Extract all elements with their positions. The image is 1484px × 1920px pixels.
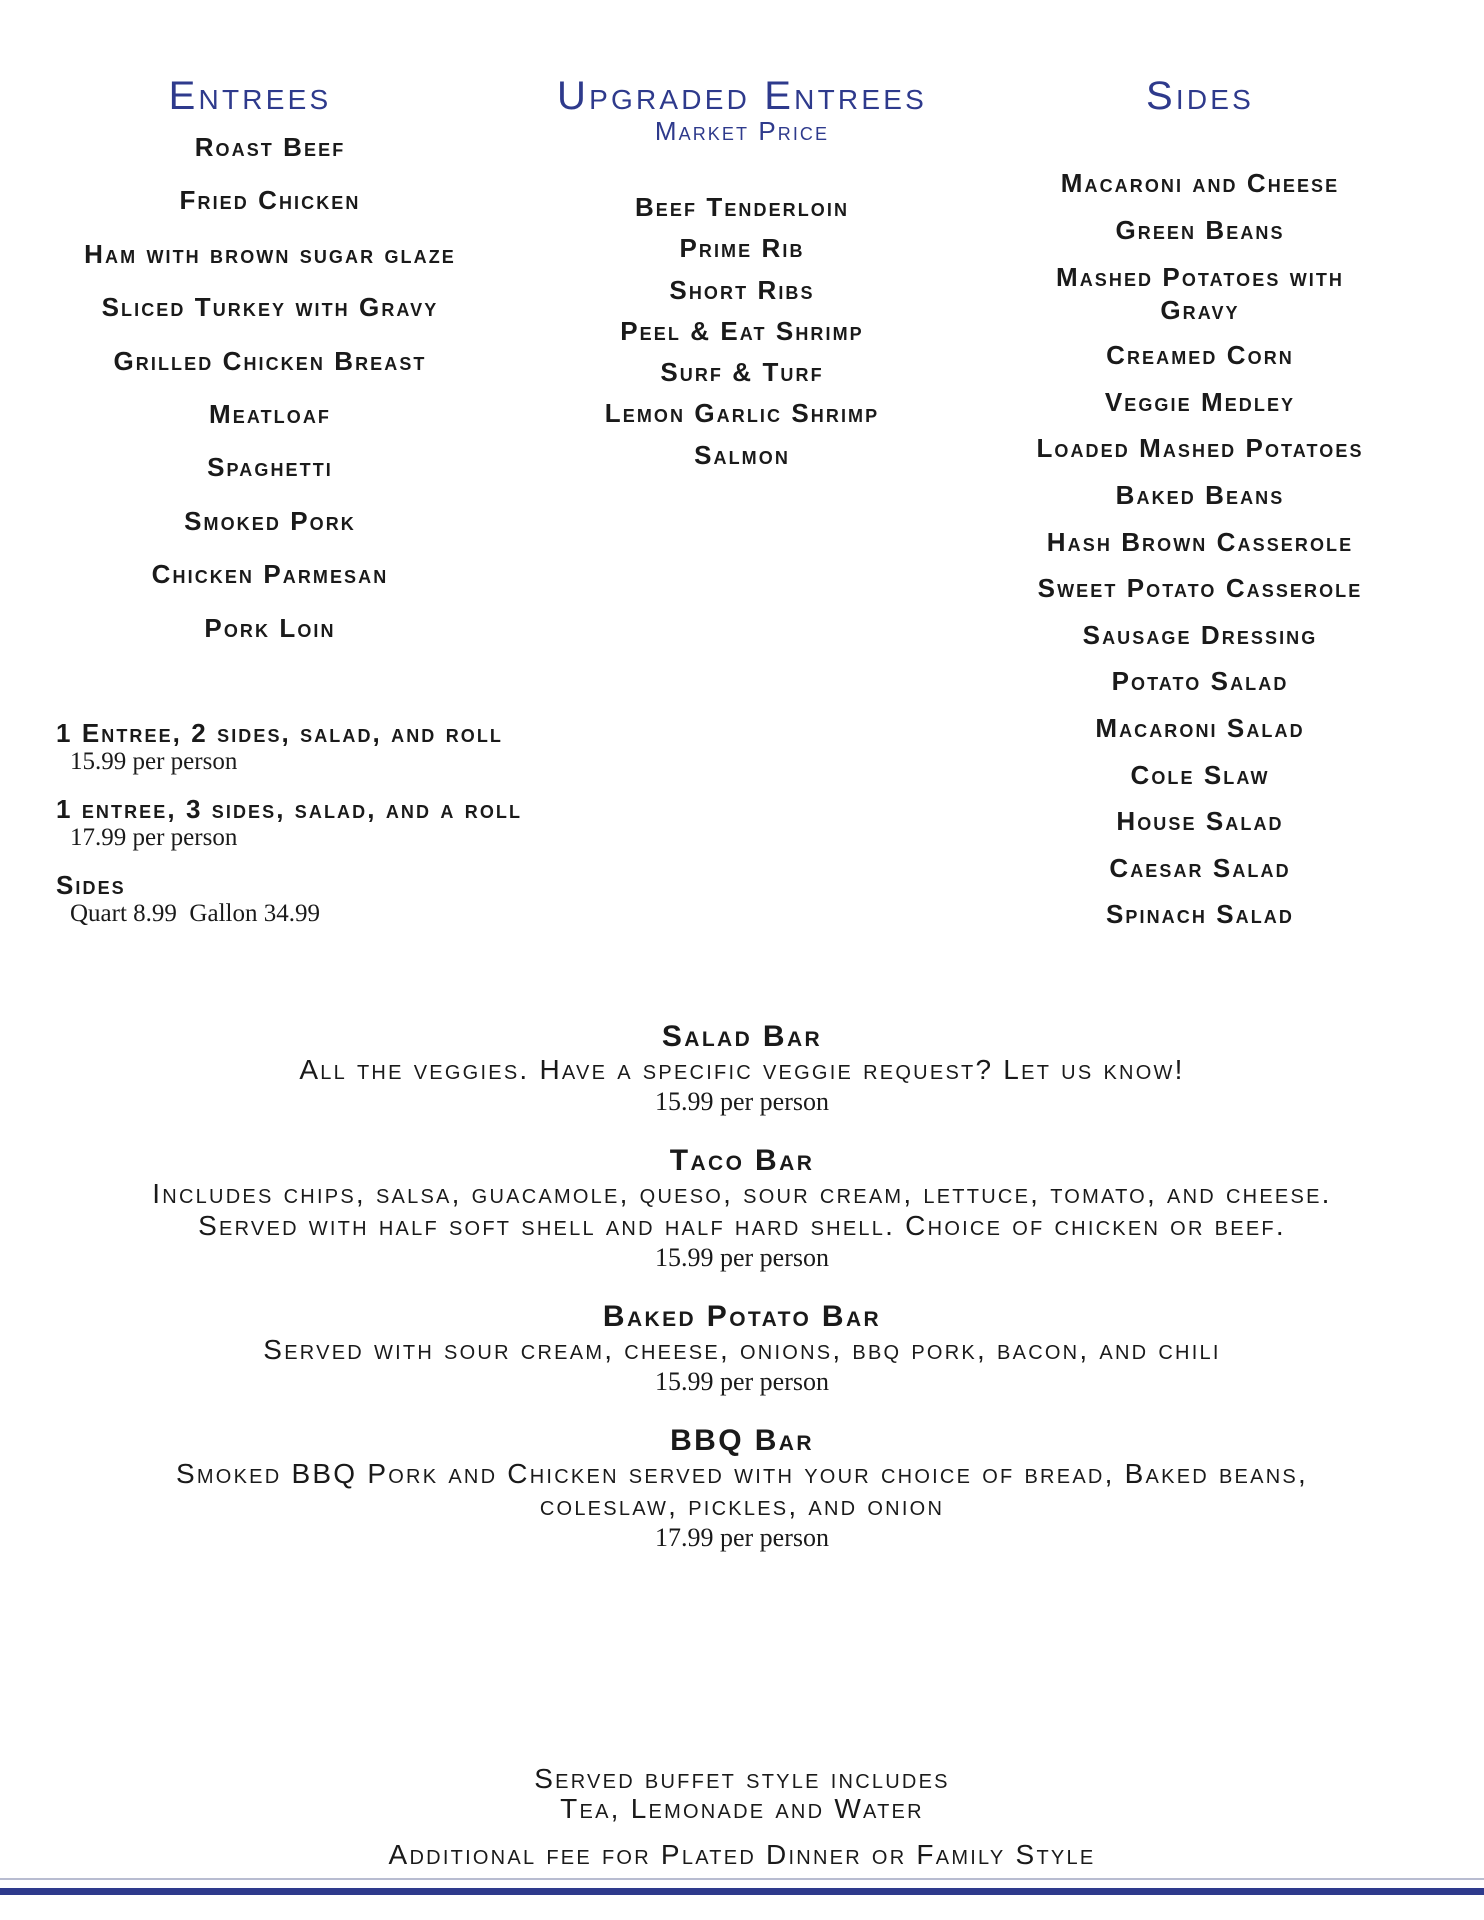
- upgraded-entrees-heading: Upgraded Entrees: [557, 74, 927, 118]
- entrees-list: [40, 132, 500, 666]
- bbq-bar: [0, 1424, 1484, 1554]
- bar-description: All the veggies. Have a specific veggie request? Let us know!: [299, 1054, 1185, 1085]
- side-item: Caesar Salad: [1109, 852, 1291, 883]
- bar-price: 15.99 per person: [654, 1367, 829, 1396]
- entree-item: Fried Chicken: [179, 185, 361, 216]
- package-option: [56, 794, 576, 852]
- bar-description: Served with half soft shell and half hard shell. Choice of chicken or beef.: [198, 1210, 1286, 1241]
- package-option: [56, 718, 576, 776]
- entree-item: Meatloaf: [209, 398, 331, 429]
- side-item: Hash Brown Casserole: [1046, 526, 1354, 557]
- upgraded-entree-item: Salmon: [694, 439, 790, 470]
- side-item: Cole Slaw: [1130, 759, 1270, 790]
- drinks-note: Tea, Lemonade and Water: [560, 1793, 924, 1824]
- bar-price: 17.99 per person: [654, 1523, 829, 1552]
- entree-item: Pork Loin: [204, 612, 336, 643]
- entree-item: Ham with brown sugar glaze: [84, 238, 456, 269]
- upgraded-entree-item: Surf & Turf: [660, 357, 824, 388]
- package-name: Sides: [56, 870, 126, 900]
- sides-column: [980, 76, 1420, 946]
- upgraded-entree-item: Peel & Eat Shrimp: [620, 315, 864, 346]
- bar-description: Smoked BBQ Pork and Chicken served with your choice of bread, Baked beans,: [175, 1458, 1308, 1489]
- bar-name: BBQ Bar: [670, 1424, 814, 1457]
- bar-name: Taco Bar: [669, 1144, 815, 1177]
- side-item: Creamed Corn: [1106, 340, 1294, 371]
- bar-name: Baked Potato Bar: [602, 1300, 882, 1333]
- entree-item: Smoked Pork: [184, 505, 356, 536]
- baked-potato-bar: [0, 1300, 1484, 1398]
- package-name: 1 Entree, 2 sides, salad, and roll: [56, 718, 504, 748]
- footer: [0, 1764, 1484, 1870]
- sides-heading: Sides: [1145, 74, 1255, 118]
- entree-item: Roast Beef: [194, 132, 346, 162]
- side-item: Spinach Salad: [1106, 899, 1294, 930]
- bar-name: Salad Bar: [661, 1020, 823, 1053]
- entree-item: Spaghetti: [207, 452, 333, 483]
- sides-list: [980, 168, 1420, 946]
- package-price: Quart 8.99 Gallon 34.99: [70, 900, 320, 927]
- upgraded-entree-item: Prime Rib: [679, 233, 805, 264]
- upgraded-entree-item: Short Ribs: [669, 274, 815, 305]
- side-item: Macaroni Salad: [1095, 712, 1305, 743]
- bar-price: 15.99 per person: [654, 1243, 829, 1272]
- bar-description: Includes chips, salsa, guacamole, queso, sour cream, lettuce, tomato, and cheese.: [152, 1178, 1332, 1209]
- side-item: Macaroni and Cheese: [1060, 168, 1340, 198]
- entree-item: Chicken Parmesan: [151, 559, 389, 590]
- side-item: Green Beans: [1115, 214, 1285, 245]
- package-price: 15.99 per person: [70, 748, 238, 775]
- side-item: Baked Beans: [1115, 479, 1285, 510]
- salad-bar: [0, 1020, 1484, 1118]
- footer-rule-thin: [0, 1878, 1484, 1880]
- side-item: Mashed Potatoes with Gravy: [1055, 262, 1345, 326]
- side-item: Sweet Potato Casserole: [1037, 573, 1363, 604]
- side-item: Veggie Medley: [1104, 386, 1296, 417]
- upgraded-entree-item: Beef Tenderloin: [634, 192, 850, 222]
- bar-description: coleslaw, pickles, and onion: [539, 1490, 945, 1521]
- buffet-note: Served buffet style includes: [534, 1763, 950, 1794]
- upgraded-entree-item: Lemon Garlic Shrimp: [604, 398, 880, 429]
- additional-fee-note: Additional fee for Plated Dinner or Family Style: [388, 1839, 1096, 1870]
- footer-rule-thick: [0, 1888, 1484, 1895]
- side-item: Potato Salad: [1111, 666, 1289, 697]
- entree-item: Grilled Chicken Breast: [113, 345, 427, 376]
- bar-price: 15.99 per person: [654, 1087, 829, 1116]
- side-item: Loaded Mashed Potatoes: [1036, 433, 1364, 464]
- package-name: 1 entree, 3 sides, salad, and a roll: [56, 794, 523, 824]
- bar-description: Served with sour cream, cheese, onions, bbq pork, bacon, and chili: [263, 1334, 1221, 1365]
- side-item: House Salad: [1116, 806, 1284, 837]
- side-item: Sausage Dressing: [1082, 619, 1318, 650]
- package-price: 17.99 per person: [70, 824, 238, 851]
- upgraded-entrees-list: [540, 192, 944, 481]
- bars-section: [0, 1020, 1484, 1580]
- market-price-subheading: Market Price: [654, 116, 830, 146]
- entree-item: Sliced Turkey with Gravy: [101, 292, 439, 323]
- package-option: [56, 870, 576, 928]
- upgraded-entrees-column: [540, 76, 944, 481]
- taco-bar: [0, 1144, 1484, 1274]
- entrees-column: [40, 76, 500, 666]
- package-pricing: [56, 718, 576, 946]
- entrees-heading: Entrees: [168, 74, 332, 118]
